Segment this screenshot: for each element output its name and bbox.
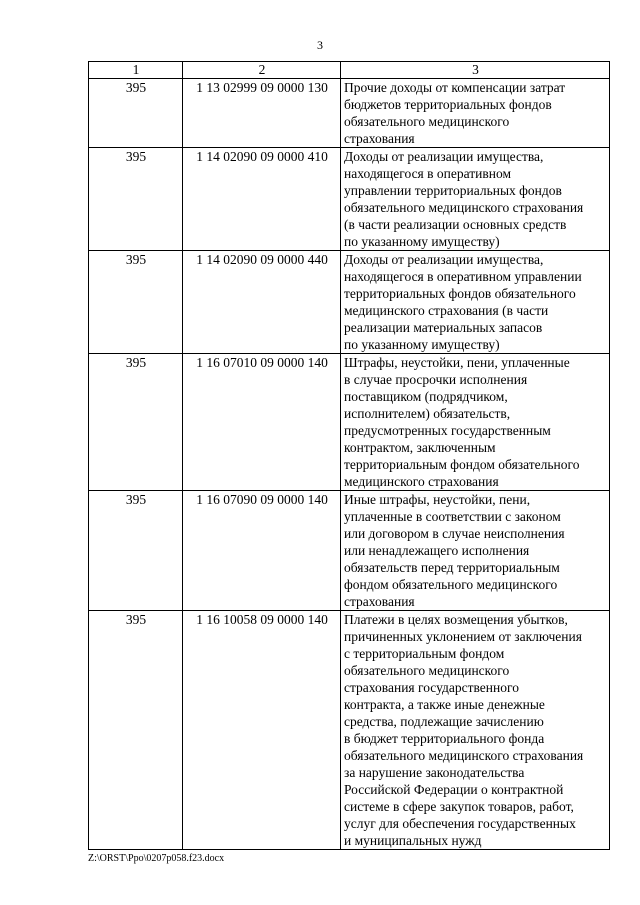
admin-code-cell: 395 bbox=[89, 354, 183, 491]
description-line: фондом обязательного медицинского bbox=[344, 577, 558, 592]
description-line: средства, подлежащие зачислению bbox=[344, 714, 544, 729]
admin-code-cell: 395 bbox=[89, 611, 183, 850]
description-line: с территориальным фондом bbox=[344, 646, 505, 661]
footer-file-path: Z:\ORST\Ppo\0207p058.f23.docx bbox=[88, 853, 225, 864]
description-line: обязательного медицинского bbox=[344, 114, 510, 129]
description-line: находящегося в оперативном управлении bbox=[344, 269, 582, 284]
description-line: за нарушение законодательства bbox=[344, 765, 525, 780]
table-row bbox=[89, 148, 610, 251]
description-line: контракта, а также иные денежные bbox=[344, 697, 545, 712]
description-line: обязательного медицинского bbox=[344, 663, 510, 678]
description-line: территориальных фондов обязательного bbox=[344, 286, 576, 301]
description-cell bbox=[341, 354, 610, 491]
revenue-codes-table bbox=[88, 61, 610, 850]
description-line: медицинского страхования (в части bbox=[344, 303, 549, 318]
description-line: причиненных уклонением от заключения bbox=[344, 629, 582, 644]
kbk-code-cell: 1 14 02090 09 0000 410 bbox=[183, 148, 341, 251]
description-line: исполнителем) обязательств, bbox=[344, 406, 511, 421]
header-col-1: 1 bbox=[89, 62, 183, 79]
admin-code-cell: 395 bbox=[89, 148, 183, 251]
table-row bbox=[89, 491, 610, 611]
description-line: в случае просрочки исполнения bbox=[344, 372, 528, 387]
description-line: управлении территориальных фондов bbox=[344, 183, 562, 198]
description-cell bbox=[341, 611, 610, 850]
kbk-code-cell: 1 14 02090 09 0000 440 bbox=[183, 251, 341, 354]
description-line: уплаченные в соответствии с законом bbox=[344, 509, 561, 524]
description-cell bbox=[341, 491, 610, 611]
description-line: страхования государственного bbox=[344, 680, 519, 695]
description-line: Прочие доходы от компенсации затрат bbox=[344, 80, 566, 95]
description-line: по указанному имуществу) bbox=[344, 234, 500, 249]
table-row bbox=[89, 611, 610, 850]
description-line: предусмотренных государственным bbox=[344, 423, 551, 438]
description-line: Платежи в целях возмещения убытков, bbox=[344, 612, 568, 627]
description-line: Российской Федерации о контрактной bbox=[344, 782, 564, 797]
description-line: находящегося в оперативном bbox=[344, 166, 512, 181]
description-line: контрактом, заключенным bbox=[344, 440, 496, 455]
description-line: Иные штрафы, неустойки, пени, bbox=[344, 492, 531, 507]
description-line: услуг для обеспечения государственных bbox=[344, 816, 576, 831]
description-line: территориальным фондом обязательного bbox=[344, 457, 580, 472]
table-row bbox=[89, 79, 610, 148]
header-col-3: 3 bbox=[341, 62, 610, 79]
admin-code-cell: 395 bbox=[89, 251, 183, 354]
description-cell bbox=[341, 148, 610, 251]
table-row bbox=[89, 354, 610, 491]
description-line: медицинского страхования bbox=[344, 474, 499, 489]
description-line: обязательств перед территориальным bbox=[344, 560, 560, 575]
description-line: обязательного медицинского страхования bbox=[344, 748, 584, 763]
table-row bbox=[89, 251, 610, 354]
description-line: или ненадлежащего исполнения bbox=[344, 543, 530, 558]
table-header-row bbox=[89, 62, 610, 79]
page-number: 3 bbox=[317, 38, 323, 52]
admin-code-cell: 395 bbox=[89, 491, 183, 611]
description-line: (в части реализации основных средств bbox=[344, 217, 567, 232]
description-cell bbox=[341, 251, 610, 354]
description-line: или договором в случае неисполнения bbox=[344, 526, 565, 541]
kbk-code-cell: 1 13 02999 09 0000 130 bbox=[183, 79, 341, 148]
description-line: Доходы от реализации имущества, bbox=[344, 149, 544, 164]
kbk-code-cell: 1 16 07090 09 0000 140 bbox=[183, 491, 341, 611]
description-line: Доходы от реализации имущества, bbox=[344, 252, 544, 267]
description-line: обязательного медицинского страхования bbox=[344, 200, 584, 215]
description-line: страхования bbox=[344, 131, 415, 146]
description-line: Штрафы, неустойки, пени, уплаченные bbox=[344, 355, 570, 370]
description-line: страхования bbox=[344, 594, 415, 609]
description-line: в бюджет территориального фонда bbox=[344, 731, 545, 746]
description-line: поставщиком (подрядчиком, bbox=[344, 389, 508, 404]
description-cell bbox=[341, 79, 610, 148]
description-line: и муниципальных нужд bbox=[344, 833, 482, 848]
description-line: по указанному имуществу) bbox=[344, 337, 500, 352]
admin-code-cell: 395 bbox=[89, 79, 183, 148]
description-line: бюджетов территориальных фондов bbox=[344, 97, 552, 112]
description-line: системе в сфере закупок товаров, работ, bbox=[344, 799, 574, 814]
kbk-code-cell: 1 16 10058 09 0000 140 bbox=[183, 611, 341, 850]
kbk-code-cell: 1 16 07010 09 0000 140 bbox=[183, 354, 341, 491]
header-col-2: 2 bbox=[183, 62, 341, 79]
description-line: реализации материальных запасов bbox=[344, 320, 543, 335]
